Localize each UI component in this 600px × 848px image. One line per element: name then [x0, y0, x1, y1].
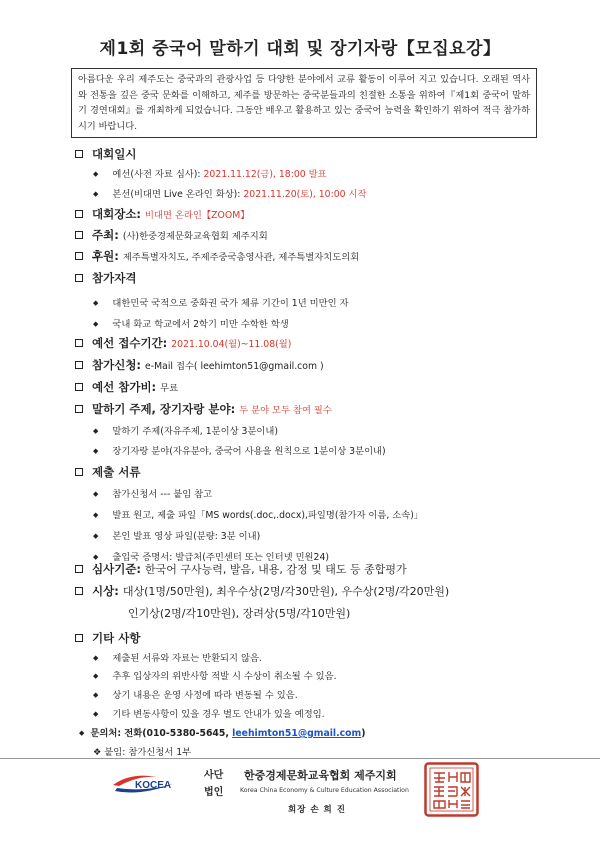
- bullet-icon: ◆: [93, 691, 99, 699]
- org-english-name: Korea China Economy & Culture Education Association: [240, 787, 409, 794]
- topic-item: ◆ 말하기 주제(자유주제, 1분이상 3분이내): [93, 426, 279, 437]
- bullet-icon: ◆: [93, 190, 99, 198]
- checkbox-icon: [75, 405, 83, 413]
- bullet-icon: ◆: [93, 170, 99, 178]
- section-label: 대회일시: [92, 147, 137, 161]
- eligibility-item: ◆ 국내 화교 학교에서 2학기 미만 수학한 학생: [93, 319, 289, 330]
- section-documents: 제출 서류: [75, 464, 140, 480]
- documents-item: ◆ 출입국 증명서: 발급처(주민센터 또는 인터넷 민원24): [93, 552, 329, 563]
- documents-item: ◆ 참가신청서 --- 붙임 참고: [93, 489, 213, 500]
- other-item: ◆ 상기 내용은 운영 사정에 따라 변동될 수 있음.: [93, 690, 298, 701]
- page-title: 제1회 중국어 말하기 대회 및 장기자랑【모집요강】: [99, 39, 501, 59]
- ceo-name: 회장 손 희 진: [288, 805, 346, 815]
- section-fee: 예선 참가비: 무료: [75, 379, 178, 395]
- awards-line2: 인기상(2명/각10만원), 장려상(5명/각10만원): [128, 607, 351, 620]
- checkbox-icon: [75, 383, 83, 391]
- bullet-icon: ◆: [93, 299, 99, 307]
- org-name: 한중경제문화교육협회 제주지회: [244, 769, 397, 782]
- bullet-icon: ◆: [93, 532, 99, 540]
- other-item: ◆ 제출된 서류와 자료는 반환되지 않음.: [93, 653, 262, 664]
- checkbox-icon: [75, 565, 83, 573]
- bullet-icon: ◆: [93, 427, 99, 435]
- section-schedule: [75, 146, 136, 162]
- schedule-item: ◆ 예선(사전 자료 심사): 2021.11.12(금), 18:00 발표: [93, 169, 327, 180]
- checkbox-icon: [75, 468, 83, 476]
- section-topic: 말하기 주제, 장기자랑 분야: 두 분야 모두 참여 필수: [75, 401, 332, 417]
- checkbox-icon: [75, 587, 83, 595]
- topic-item: ◆ 장기자랑 분야(자유분야, 중국어 사용을 원칙으로 1분이상 3분이내): [93, 446, 386, 457]
- section-sponsor: 후원: 제주특별자치도, 주제주중국총영사관, 제주특별자치도의회: [75, 248, 359, 264]
- org-type: 사단 법인: [204, 770, 224, 798]
- section-awards: 시상: 대상(1명/50만원), 최우수상(2명/각30만원), 우수상(2명/각20만원): [75, 583, 449, 599]
- bullet-icon: ◆: [93, 710, 99, 718]
- section-period: 예선 접수기간: 2021.10.04(월)~11.08(월): [75, 335, 291, 351]
- bullet-icon: ◆: [93, 511, 99, 519]
- official-seal-icon: [424, 762, 479, 817]
- other-item: ◆ 추후 입상자의 위반사항 적발 시 수상이 취소될 수 있음.: [93, 671, 337, 682]
- documents-item: ◆ 발표 원고, 제출 파일「MS words(.doc,.docx),파일명(참가자 이름, 소속)」: [93, 510, 424, 521]
- checkbox-icon: [75, 210, 83, 218]
- checkbox-icon: [75, 634, 83, 642]
- attachment-line: ❖ 붙임: 참가신청서 1부: [93, 747, 192, 758]
- bullet-icon: ◆: [93, 654, 99, 662]
- eligibility-item: ◆ 대한민국 국적으로 중화권 국가 체류 기간이 1년 미만인 자: [93, 298, 349, 309]
- bullet-icon: ◆: [93, 320, 99, 328]
- kocea-logo-icon: [111, 770, 202, 796]
- checkbox-icon: [75, 274, 83, 282]
- section-criteria: 심사기준: 한국어 구사능력, 발음, 내용, 감정 및 태도 등 종합평가: [75, 561, 407, 577]
- other-item: ◆ 기타 변동사항이 있을 경우 별도 안내가 있을 예정임.: [93, 709, 325, 720]
- contact-email-link[interactable]: leehimton51@gmail.com: [232, 728, 362, 739]
- checkbox-icon: [75, 252, 83, 260]
- section-other: 기타 사항: [75, 630, 140, 646]
- checkbox-icon: [75, 339, 83, 347]
- intro-box: 아름다운 우리 제주도는 중국과의 관광사업 등 다양한 분야에서 교류 활동이 이루어 지고 있습니다. 오래된 역사와 전통을 깊은 중국 문화를 이해하고, 제주를 방문하는 중국분들과의 친절한 소통을 위하여『제1회 중국어 말하기 경연대회』를 개최하게 되었습니다. 그동안 배우고 활용하고 있는 중국어 능력을 확인하기 위하여 적극 참가하시기 바랍니다.: [71, 68, 537, 138]
- section-eligibility: 참가자격: [75, 270, 136, 286]
- checkbox-icon: [75, 231, 83, 239]
- contact-line: ◆ 문의처: 전화(010-5380-5645, leehimton51@gmail.com): [79, 728, 366, 739]
- bullet-icon: ◆: [93, 553, 99, 561]
- logo-text: KOCEA: [135, 780, 172, 791]
- footer-divider: [0, 758, 600, 759]
- documents-item: ◆ 본인 발표 영상 파일(분량: 3분 이내): [93, 531, 261, 542]
- bullet-icon: ◆: [93, 490, 99, 498]
- bullet-icon: ◆: [93, 672, 99, 680]
- bullet-icon: ◆: [79, 729, 85, 737]
- bullet-icon: ◆: [93, 447, 99, 455]
- section-host: 주최: (사)한중경제문화교육협회 제주지회: [75, 227, 268, 243]
- schedule-item: ◆ 본선(비대면 Live 온라인 화상): 2021.11.20(토), 10:00 시작: [93, 189, 367, 200]
- checkbox-icon: [75, 150, 83, 158]
- section-apply: 참가신청: e-Mail 접수( leehimton51@gmail.com ): [75, 357, 324, 373]
- checkbox-icon: [75, 361, 83, 369]
- section-venue: 대회장소: 비대면 온라인【ZOOM】: [75, 206, 250, 222]
